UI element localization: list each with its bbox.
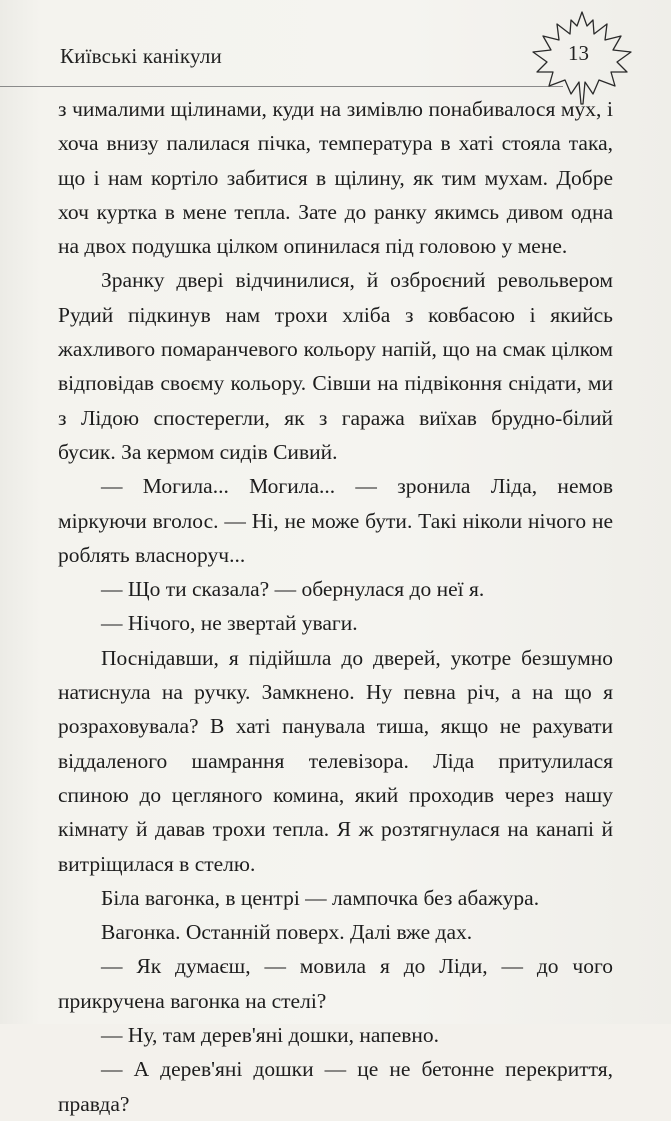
paragraph: — Ну, там дерев'яні дошки, напевно. [101,1023,440,1048]
paragraph: — А дерев'яні дошки — це не бетонне перекриття, правда? [58,1057,613,1116]
paragraph: — Могила... Могила... — зронила Ліда, немов міркуючи вголос. — Ні, не може бути. Такі ніколи нічого не роблять власноруч... [58,474,613,567]
paragraph: — Як думаєш, — мовила я до Ліди, — до чого прикручена вагонка на стелі? [58,954,613,1013]
paragraph: Зранку двері відчинилися, й озброєний револьвером Рудий підкинув нам трохи хліба з ковбасою і якийсь жахливого помаранчевого кольору напій, що на смак цілком відповідав своєму кольору. Сівши на підвіконня снідати, ми з Лідою спостерегли, як з гаража виїхав брудно-білий бусик. За кермом сидів Сивий. [58,268,613,464]
paragraph: Вагонка. Останній поверх. Далі вже дах. [101,920,473,945]
paragraph: Поснідавши, я підійшла до дверей, укотре безшумно натиснула на ручку. Замкнено. Ну певна річ, а на що я розраховувала? В хаті панувала тиша, якщо не рахувати віддаленого шамрання телевізора. Ліда притулилася спиною до цегляного комина, який проходив через нашу кімнату й давав трохи тепла. Я ж розтягнулася на канапі й витріщилася в стелю. [58,645,613,876]
paragraph: — Нічого, не звертай уваги. [101,611,358,636]
paragraph: з чималими щілинами, куди на зимівлю понабивалося мух, і хоча внизу палилася пічка, температура в хаті стояла така, що і нам кортіло забитися в щілину, як тим мухам. Добре хоч куртка в мене тепла. Зате до ранку якимсь дивом одна на двох подушка цілком опинилася під головою у мене. [58,97,613,259]
header-rule [0,86,563,87]
running-title: Київські канікули [60,44,222,68]
paragraph: — Що ти сказала? — обернулася до неї я. [101,577,485,602]
body-text [58,92,613,1121]
paragraph: Біла вагонка, в центрі — лампочка без абажура. [101,885,540,910]
page-number: 13 [568,41,589,65]
